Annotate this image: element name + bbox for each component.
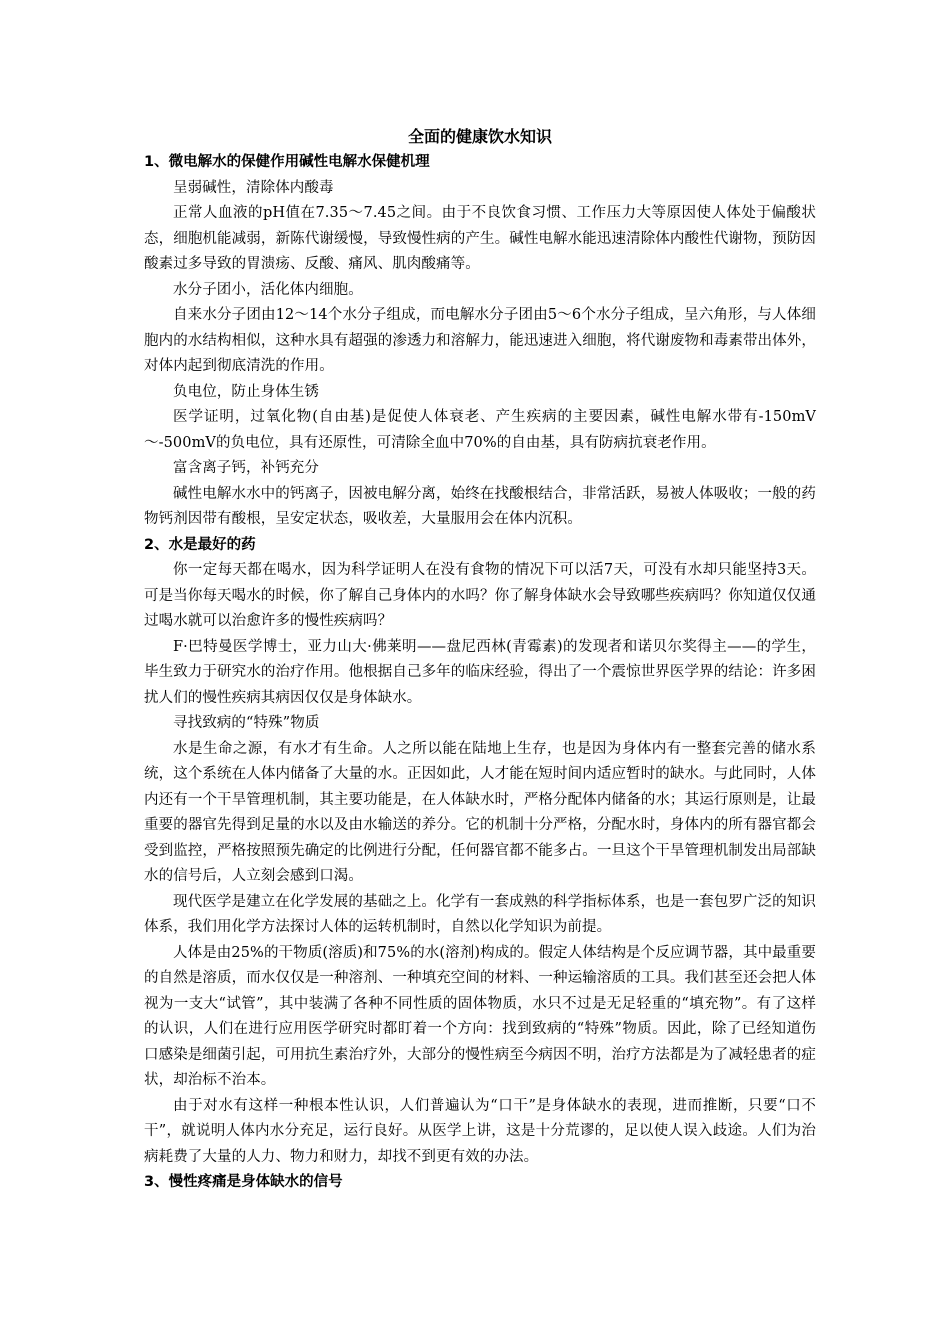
document-page <box>144 124 816 1196</box>
section-heading: 2、水是最好的药 <box>144 536 256 553</box>
paragraph: 自来水分子团由12～14个水分子组成，而电解水分子团由5～6个水分子组成，呈六角形，与人体细胞内的水结构相似，这种水具有超强的渗透力和溶解力，能迅速进入细胞，将代谢废物和毒素带出体外，对体内起到彻底清洗的作用。 <box>144 307 816 374</box>
paragraph: 正常人血液的pH值在7.35～7.45之间。由于不良饮食习惯、工作压力大等原因使人体处于偏酸状态，细胞机能减弱，新陈代谢缓慢，导致慢性病的产生。碱性电解水能迅速清除体内酸性代谢物，预防因酸素过多导致的胃溃疡、反酸、痛风、肌肉酸痛等。 <box>144 205 816 272</box>
paragraph: 由于对水有这样一种根本性认识，人们普遍认为“口干”是身体缺水的表现，进而推断，只要“口不干”，就说明人体内水分充足，运行良好。从医学上讲，这是十分荒谬的，足以使人误入歧途。人们为治病耗费了大量的人力、物力和财力，却找不到更有效的办法。 <box>144 1097 816 1165</box>
paragraph: 现代医学是建立在化学发展的基础之上。化学有一套成熟的科学指标体系，也是一套包罗广泛的知识体系，我们用化学方法探讨人体的运转机制时，自然以化学知识为前提。 <box>144 893 816 935</box>
section-heading: 1、微电解水的保健作用碱性电解水保健机理 <box>144 154 430 170</box>
paragraph: 富含离子钙，补钙充分 <box>173 460 319 476</box>
document-title: 全面的健康饮水知识 <box>407 127 552 146</box>
paragraph: 寻找致病的“特殊”物质 <box>173 715 320 731</box>
section-3 <box>144 1170 816 1196</box>
paragraph: 负电位，防止身体生锈 <box>173 383 319 400</box>
paragraph: 人体是由25%的干物质(溶质)和75%的水(溶剂)构成的。假定人体结构是个反应调节器，其中最重要的自然是溶质，而水仅仅是一种溶剂、一种填充空间的材料、一种运输溶质的工具。我们甚至还会把人体视为一支大“试管”，其中装满了各种不同性质的固体物质，水只不过是无足轻重的“填充物”。有了这样的认识，人们在进行应用医学研究时都盯着一个方向：找到致病的“特殊”物质。因此，除了已经知道伤口感染是细菌引起，可用抗生素治疗外，大部分的慢性病至今病因不明，治疗方法都是为了减轻患者的症状，却治标不治本。 <box>144 944 816 1088</box>
paragraph: 水是生命之源，有水才有生命。人之所以能在陆地上生存，也是因为身体内有一整套完善的储水系统，这个系统在人体内储备了大量的水。正因如此，人才能在短时间内适应暂时的缺水。与此同时，人体内还有一个干旱管理机制，其主要功能是，在人体缺水时，严格分配体内储备的水；其运行原则是，让最重要的器官先得到足量的水以及由水输送的养分。它的机制十分严格，分配水时，身体内的所有器官都会受到监控，严格按照预先确定的比例进行分配，任何器官都不能多占。一旦这个干旱管理机制发出局部缺水的信号后，人立刻会感到口渴。 <box>144 740 816 884</box>
paragraph: 医学证明，过氧化物(自由基)是促使人体衰老、产生疾病的主要因素，碱性电解水带有-150mV～-500mV的负电位，具有还原性，可清除全血中70%的自由基，具有防病抗衰老作用。 <box>144 409 816 451</box>
paragraph: 碱性电解水水中的钙离子，因被电解分离，始终在找酸根结合，非常活跃，易被人体吸收；一般的药物钙剂因带有酸根，呈安定状态，吸收差，大量服用会在体内沉积。 <box>144 485 816 527</box>
section-heading: 3、慢性疼痛是身体缺水的信号 <box>144 1174 343 1190</box>
section-1 <box>144 150 816 533</box>
paragraph: F·巴特曼医学博士，亚力山大·佛莱明——盘尼西林(青霉素)的发现者和诺贝尔奖得主——的学生，毕生致力于研究水的治疗作用。他根据自己多年的临床经验，得出了一个震惊世界医学界的结论：许多困扰人们的慢性疾病其病因仅仅是身体缺水。 <box>144 638 816 706</box>
section-2 <box>144 533 816 1171</box>
paragraph: 你一定每天都在喝水，因为科学证明人在没有食物的情况下可以活7天，可没有水却只能坚持3天。可是当你每天喝水的时候，你了解自己身体内的水吗？你了解身体缺水会导致哪些疾病吗？你知道仅仅通过喝水就可以治愈许多的慢性疾病吗？ <box>144 562 816 629</box>
paragraph: 水分子团小，活化体内细胞。 <box>173 281 363 298</box>
paragraph: 呈弱碱性，清除体内酸毒 <box>173 179 334 196</box>
